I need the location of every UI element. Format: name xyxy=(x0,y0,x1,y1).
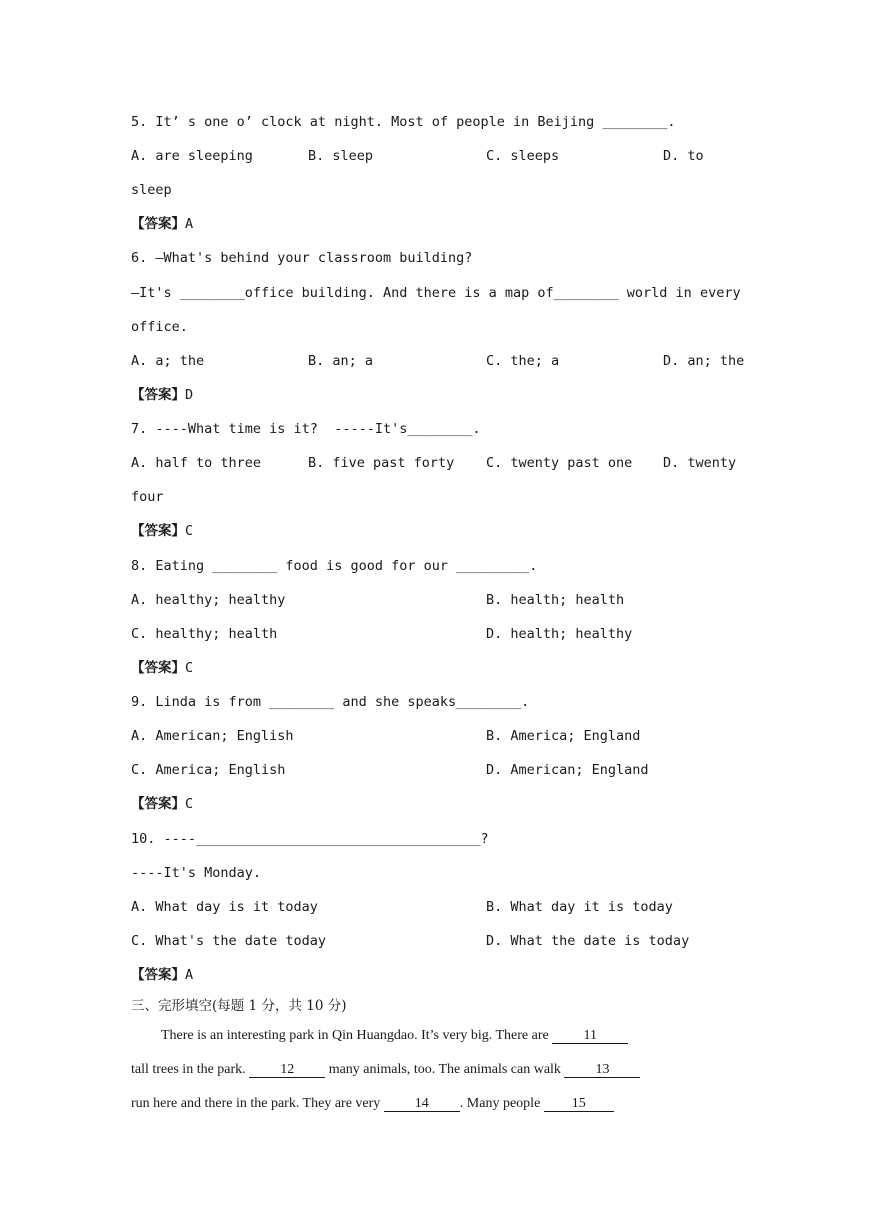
q8-stem: 8. Eating ________ food is good for our _________. xyxy=(131,558,538,574)
cloze-blank-13: 13 xyxy=(564,1062,640,1078)
section-heading: 三、完形填空(每题 1 分，共 10 分) xyxy=(131,998,347,1014)
q5-option-d: D. to xyxy=(663,148,704,164)
answer-value: A xyxy=(185,967,194,983)
q8-option-b: B. health; health xyxy=(486,592,625,608)
answer-value: C xyxy=(185,660,194,676)
q6-option-a: A. a; the xyxy=(131,353,205,369)
cloze-text: many animals, too. The animals can walk xyxy=(325,1062,565,1077)
q6-line2: —It's ________office building. And there is a map of________ world in every xyxy=(131,285,741,301)
q6-option-b: B. an; a xyxy=(308,353,374,369)
q8-option-d: D. health; healthy xyxy=(486,626,633,642)
q10-answer xyxy=(131,966,193,984)
q7-option-wrap: four xyxy=(131,489,164,505)
q9-option-d: D. American; England xyxy=(486,762,649,778)
q8-answer xyxy=(131,659,193,677)
q6-wrap: office. xyxy=(131,319,188,335)
q9-option-a: A. American; English xyxy=(131,728,294,744)
q7-option-d: D. twenty xyxy=(663,455,737,471)
cloze-text: run here and there in the park. They are very xyxy=(131,1096,384,1111)
cloze-text: There is an interesting park in Qin Huangdao. It’s very big. There are xyxy=(161,1028,553,1043)
cloze-line-1 xyxy=(161,1027,628,1045)
answer-label: 【答案】 xyxy=(131,523,185,539)
q5-option-wrap: sleep xyxy=(131,182,172,198)
answer-value: A xyxy=(185,216,194,232)
cloze-blank-15: 15 xyxy=(544,1096,614,1112)
cloze-text: . Many people xyxy=(459,1096,544,1111)
q7-stem: 7. ----What time is it? -----It's________. xyxy=(131,421,481,437)
q10-option-d: D. What the date is today xyxy=(486,933,690,949)
cloze-line-3 xyxy=(131,1095,614,1113)
q9-option-c: C. America; English xyxy=(131,762,286,778)
q6-stem: 6. —What's behind your classroom building? xyxy=(131,250,473,266)
q7-option-c: C. twenty past one xyxy=(486,455,633,471)
q7-answer xyxy=(131,522,193,540)
answer-label: 【答案】 xyxy=(131,216,185,232)
cloze-text: tall trees in the park. xyxy=(131,1062,250,1077)
q6-option-d: D. an; the xyxy=(663,353,745,369)
answer-value: C xyxy=(185,796,194,812)
answer-value: D xyxy=(185,387,194,403)
cloze-line-2 xyxy=(131,1061,640,1079)
q6-option-c: C. the; a xyxy=(486,353,560,369)
q5-option-a: A. are sleeping xyxy=(131,148,253,164)
q5-stem: 5. It’ s one o’ clock at night. Most of people in Beijing ________. xyxy=(131,114,676,130)
cloze-blank-14: 14 xyxy=(384,1096,460,1112)
q10-stem: 10. ----___________________________________? xyxy=(131,831,489,847)
q7-option-b: B. five past forty xyxy=(308,455,455,471)
q9-option-b: B. America; England xyxy=(486,728,641,744)
q10-option-c: C. What's the date today xyxy=(131,933,327,949)
q9-stem: 9. Linda is from ________ and she speaks________. xyxy=(131,694,530,710)
q10-option-b: B. What day it is today xyxy=(486,899,673,915)
q8-option-a: A. healthy; healthy xyxy=(131,592,286,608)
answer-label: 【答案】 xyxy=(131,967,185,983)
answer-label: 【答案】 xyxy=(131,387,185,403)
answer-label: 【答案】 xyxy=(131,660,185,676)
q8-option-c: C. healthy; health xyxy=(131,626,278,642)
answer-label: 【答案】 xyxy=(131,796,185,812)
q5-option-c: C. sleeps xyxy=(486,148,560,164)
q5-answer xyxy=(131,215,193,233)
cloze-blank-12: 12 xyxy=(249,1062,325,1078)
q10-option-a: A. What day is it today xyxy=(131,899,318,915)
q6-answer xyxy=(131,386,193,404)
q7-option-a: A. half to three xyxy=(131,455,262,471)
cloze-blank-11: 11 xyxy=(552,1028,628,1044)
q9-answer xyxy=(131,795,193,813)
q10-line2: ----It's Monday. xyxy=(131,865,262,881)
q5-option-b: B. sleep xyxy=(308,148,374,164)
answer-value: C xyxy=(185,523,194,539)
